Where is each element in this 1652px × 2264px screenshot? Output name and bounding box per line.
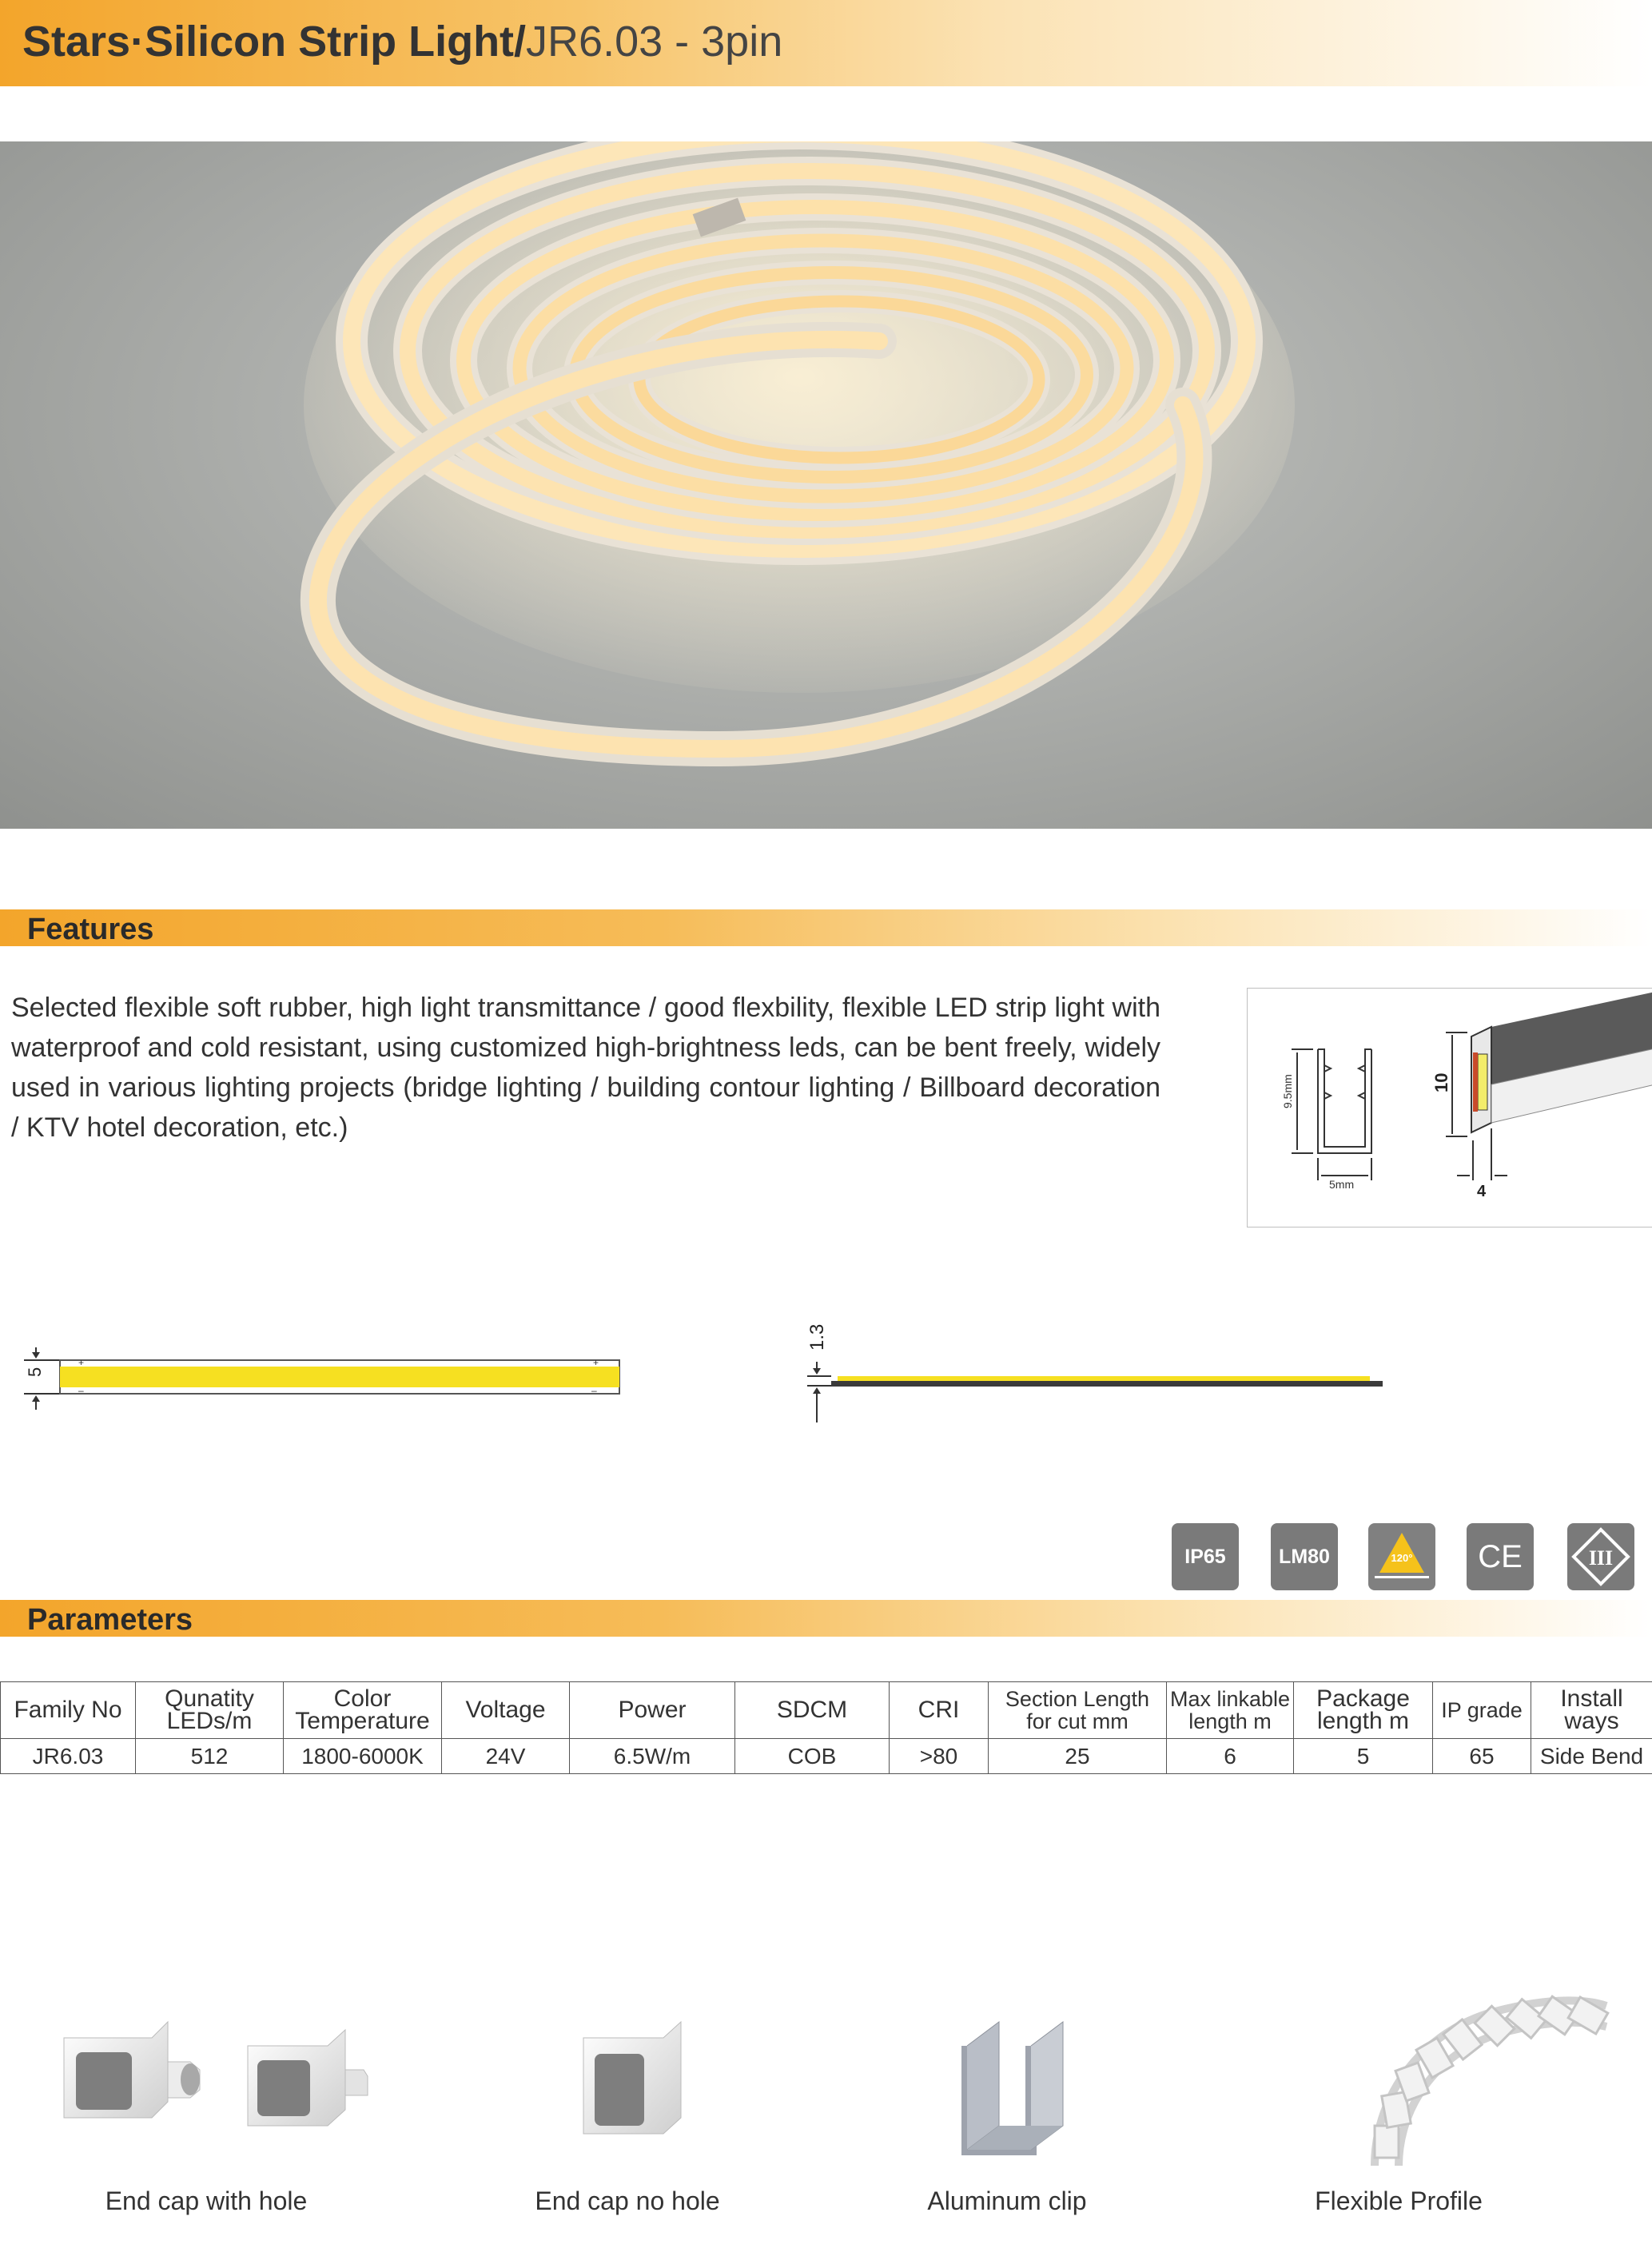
th-voltage: Voltage	[442, 1682, 570, 1739]
title-bar	[0, 0, 1652, 86]
th-section-length: Section Length for cut mm	[989, 1682, 1167, 1739]
strip-minus-right: –	[591, 1385, 597, 1396]
th-color-temperature: Color Temperature	[284, 1682, 442, 1739]
led-strip-coil-illustration	[0, 141, 1652, 829]
beam-angle-icon	[1368, 1523, 1435, 1590]
accessory-label-end-cap-hole: End cap with hole	[105, 2186, 308, 2215]
table-header-row	[1, 1682, 1652, 1739]
cell-section-length: 25	[989, 1739, 1167, 1774]
features-description: Selected flexible soft rubber, high light transmittance / good flexbility, flexible LED strip light with waterproof and cold resistant, using customized high-brightness leds, can be bent freely, widely used in various lighting projects (bridge lighting / building contour lighting / Billboard decoration / KTV hotel decoration, etc.)	[11, 993, 1160, 1143]
product-hero-image	[0, 141, 1652, 829]
accessory-label-end-cap-no-hole: End cap no hole	[535, 2186, 720, 2215]
cell-install-ways: Side Bend	[1531, 1739, 1652, 1774]
cell-quantity: 512	[136, 1739, 284, 1774]
beam-angle-badge	[1368, 1523, 1435, 1590]
cell-package-length: 5	[1294, 1739, 1433, 1774]
cell-ip-grade: 65	[1433, 1739, 1531, 1774]
strip-plus-left: +	[78, 1357, 85, 1368]
th-max-linkable: Max linkable length m	[1167, 1682, 1294, 1739]
th-cri: CRI	[890, 1682, 989, 1739]
th-package-length: Package length m	[1294, 1682, 1433, 1739]
cell-power: 6.5W/m	[570, 1739, 735, 1774]
th-ip-grade: IP grade	[1433, 1682, 1531, 1739]
end-cap-no-hole-image	[559, 2006, 719, 2182]
side-height-label: 10	[1431, 1072, 1451, 1092]
cell-color-temperature: 1800-6000K	[284, 1739, 442, 1774]
strip-plus-right: +	[593, 1357, 599, 1368]
page-title	[22, 13, 782, 70]
features-section-bar	[0, 909, 1652, 946]
cell-family-no: JR6.03	[1, 1739, 136, 1774]
cross-section-drawing	[1248, 989, 1652, 1228]
title-product: Stars·Silicon Strip Light/	[22, 18, 527, 66]
profile-dimension-diagram	[1247, 988, 1652, 1227]
strip-thickness-label: 1.3	[806, 1323, 828, 1351]
class-iii-icon	[1567, 1523, 1634, 1590]
accessory-label-aluminum-clip: Aluminum clip	[927, 2186, 1087, 2215]
flexible-profile-image	[1343, 1974, 1630, 2182]
ce-badge	[1467, 1523, 1534, 1590]
ip65-badge: IP65	[1172, 1523, 1239, 1590]
cell-voltage: 24V	[442, 1739, 570, 1774]
th-power: Power	[570, 1682, 735, 1739]
features-heading: Features	[27, 913, 154, 946]
strip-width-label: 5	[25, 1367, 45, 1377]
aluminum-clip-image	[919, 1998, 1095, 2182]
parameters-section-bar	[0, 1600, 1652, 1637]
title-model: JR6.03 - 3pin	[526, 18, 783, 66]
parameters-heading: Parameters	[27, 1603, 193, 1637]
class3-badge	[1567, 1523, 1634, 1590]
cell-cri: >80	[890, 1739, 989, 1774]
side-width-label: 4	[1477, 1183, 1487, 1200]
strip-top-view-diagram	[16, 1343, 631, 1422]
accessory-label-flexible-profile: Flexible Profile	[1315, 2186, 1483, 2215]
ce-mark-icon: CE	[1478, 1538, 1523, 1574]
th-quantity: Qunatity LEDs/m	[136, 1682, 284, 1739]
th-install-ways: Install ways	[1531, 1682, 1652, 1739]
end-cap-with-hole-image	[48, 2006, 384, 2182]
th-family-no: Family No	[1, 1682, 136, 1739]
cell-sdcm: COB	[735, 1739, 890, 1774]
table-row	[1, 1739, 1652, 1774]
parameters-table	[0, 1681, 1652, 1774]
profile-width-label: 5mm	[1329, 1178, 1355, 1191]
strip-minus-left: –	[78, 1385, 84, 1396]
profile-height-label: 9.5mm	[1281, 1074, 1294, 1108]
strip-side-view-diagram	[783, 1319, 1407, 1430]
certification-badges	[0, 1523, 1652, 1590]
beam-angle-label: 120°	[1391, 1552, 1413, 1564]
class-iii-label: III	[1588, 1546, 1614, 1570]
cell-max-linkable: 6	[1167, 1739, 1294, 1774]
th-sdcm: SDCM	[735, 1682, 890, 1739]
lm80-badge: LM80	[1271, 1523, 1338, 1590]
